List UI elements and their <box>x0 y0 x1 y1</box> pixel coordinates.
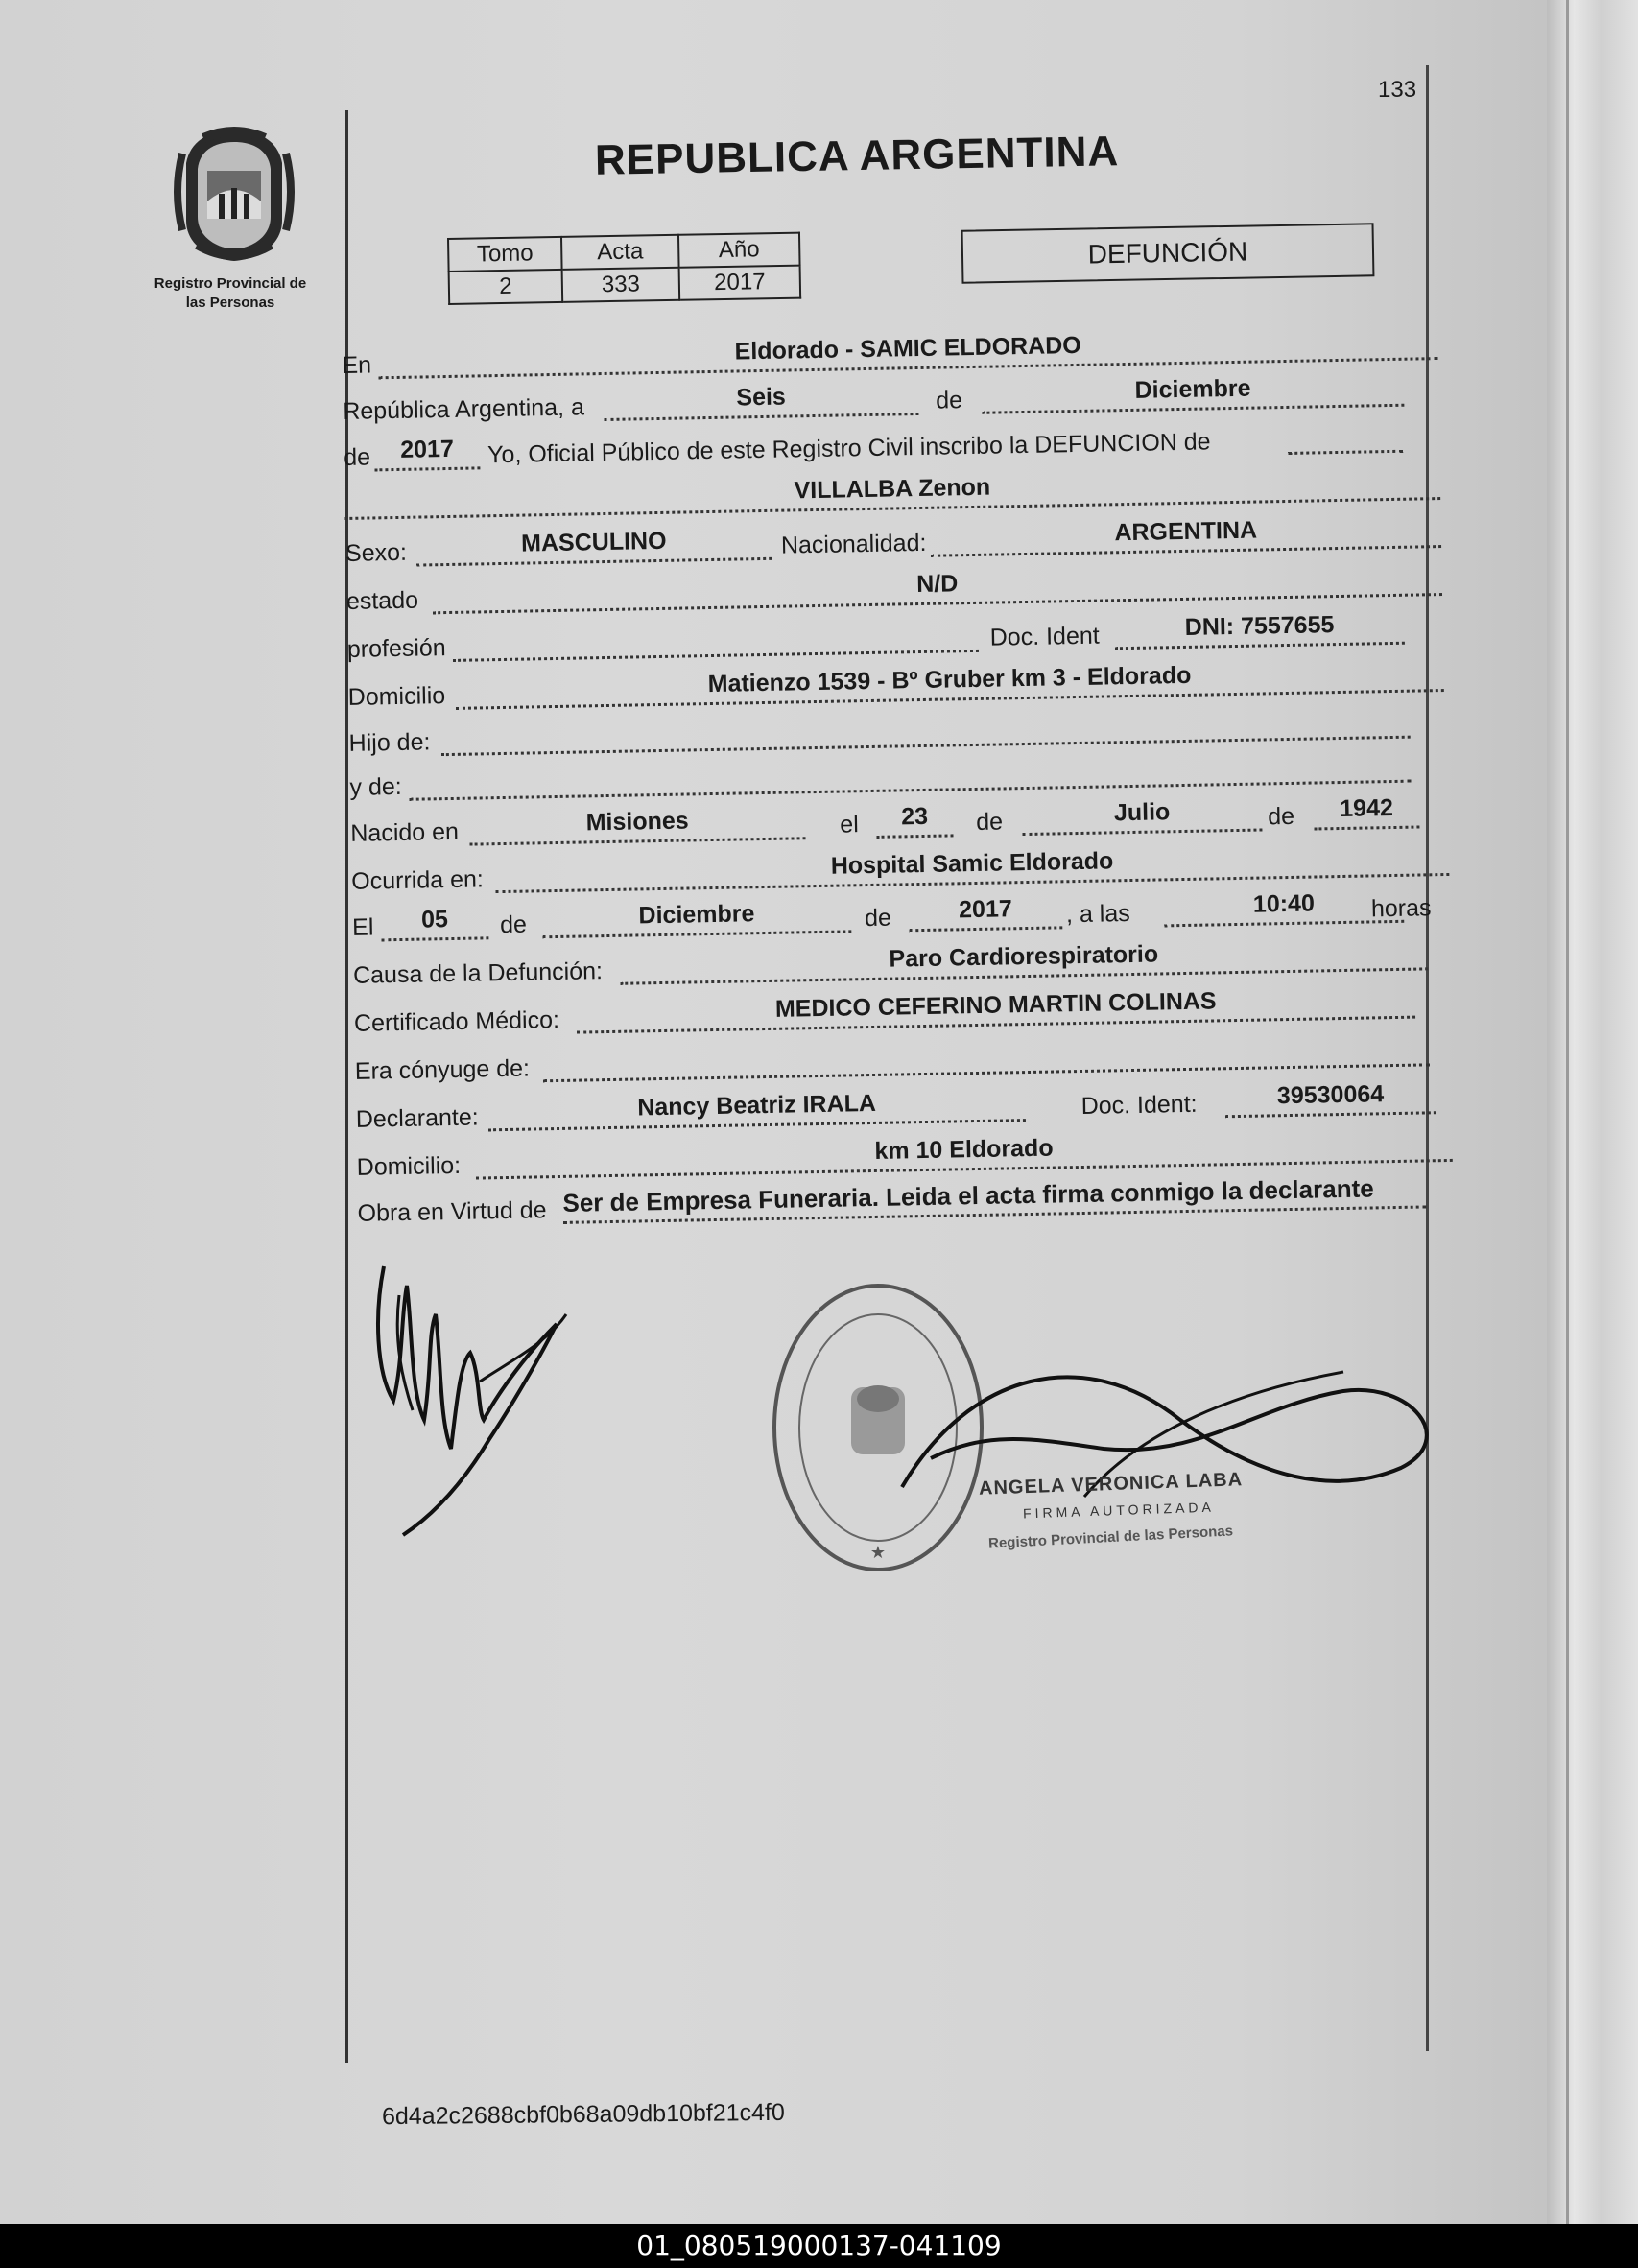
label-declarante: Declarante: <box>355 1103 479 1133</box>
label-decl-doc: Doc. Ident: <box>1080 1090 1198 1121</box>
label-doc-ident: Doc. Ident <box>989 622 1100 651</box>
label-de: de <box>935 387 963 414</box>
field-deceased-name: VILLALBA Zenon <box>344 464 1440 520</box>
document-hash: 6d4a2c2688cbf0b68a09db10bf21c4f0 <box>381 2098 785 2131</box>
field-domicilio: Matienzo 1539 - Bº Gruber km 3 - Eldorado <box>455 656 1444 710</box>
label-oficial: Yo, Oficial Público de este Registro Civil inscribo la DEFUNCION de <box>487 428 1211 469</box>
label-en: En <box>342 351 372 379</box>
table-header-tomo: Tomo <box>448 237 562 272</box>
label-hijo: Hijo de: <box>348 728 431 757</box>
field-year: 2017 <box>374 434 481 471</box>
label-horas: horas <box>1370 894 1432 923</box>
field-certificado: MEDICO CEFERINO MARTIN COLINAS <box>577 983 1416 1034</box>
field-place: Eldorado - SAMIC ELDORADO <box>378 324 1437 379</box>
label-de-death: de <box>499 910 528 939</box>
field-oficial-blank <box>1288 417 1404 455</box>
label-domicilio2: Domicilio: <box>356 1151 462 1181</box>
field-death-year: 2017 <box>909 893 1063 932</box>
field-birth-place: Misiones <box>469 804 806 845</box>
stamp-office: Registro Provincial de las Personas <box>987 1523 1234 1552</box>
field-estado: N/D <box>433 560 1443 614</box>
label-de-year: de <box>343 443 371 471</box>
label-de-death-year: de <box>864 904 892 933</box>
label-estado: estado <box>345 586 419 615</box>
field-day-words: Seis <box>604 380 919 421</box>
field-causa: Paro Cardiorespiratorio <box>620 934 1429 984</box>
field-birth-year: 1942 <box>1314 793 1420 831</box>
field-ocurrida: Hospital Samic Eldorado <box>495 840 1450 893</box>
field-birth-month: Julio <box>1022 796 1263 837</box>
page-crease <box>1566 0 1569 2224</box>
label-de-birth: de <box>975 808 1004 836</box>
field-doc-ident: DNI: 7557655 <box>1114 609 1405 650</box>
field-birth-day: 23 <box>876 801 954 838</box>
label-nacionalidad: Nacionalidad: <box>780 529 927 559</box>
label-domicilio: Domicilio <box>347 682 446 711</box>
footer-bar <box>0 2224 1638 2268</box>
field-death-month: Diciembre <box>542 897 852 938</box>
document-title: REPUBLICA ARGENTINA <box>594 128 1120 184</box>
stamp-name: ANGELA VERONICA LABA <box>978 1469 1244 1500</box>
field-month: Diciembre <box>982 371 1405 414</box>
label-sexo: Sexo: <box>344 538 408 567</box>
footer-file-id: 01_080519000137-041109 <box>636 2230 1002 2261</box>
province-emblem-icon <box>169 125 299 265</box>
svg-text:★: ★ <box>869 1543 887 1563</box>
label-yde: y de: <box>349 772 402 801</box>
label-ocurrida: Ocurrida en: <box>351 865 485 895</box>
registry-line-1: Registro Provincial de <box>154 275 307 292</box>
declarant-signature <box>365 1257 576 1545</box>
label-a-las: , a las <box>1065 900 1130 929</box>
page-number: 133 <box>1378 77 1417 103</box>
field-declarante: Nancy Beatriz IRALA <box>487 1086 1026 1131</box>
label-causa: Causa de la Defunción: <box>352 957 604 989</box>
field-death-time: 10:40 <box>1164 887 1405 928</box>
table-header-acta: Acta <box>561 235 679 270</box>
field-sexo: MASCULINO <box>416 525 772 567</box>
table-value-acta: 333 <box>562 268 680 302</box>
tomo-acta-ano-table <box>447 232 801 305</box>
label-certificado: Certificado Médico: <box>353 1005 560 1037</box>
field-death-day: 05 <box>381 904 489 941</box>
field-obra: Ser de Empresa Funeraria. Leida el acta firma conmigo la declarante <box>562 1172 1427 1223</box>
label-el: el <box>840 811 860 839</box>
label-profesion: profesión <box>346 634 446 663</box>
stamp-role: FIRMA AUTORIZADA <box>1022 1499 1216 1522</box>
registry-name <box>134 274 326 313</box>
table-value-tomo: 2 <box>449 270 563 304</box>
label-conyuge: Era cónyuge de: <box>354 1054 531 1085</box>
table-value-ano: 2017 <box>679 266 801 300</box>
label-de-birth-year: de <box>1267 802 1295 831</box>
registry-line-2: las Personas <box>185 295 275 311</box>
label-nacido: Nacido en <box>350 817 460 847</box>
label-el-death: El <box>351 913 374 941</box>
table-header-ano: Año <box>678 233 800 268</box>
field-nacionalidad: ARGENTINA <box>931 512 1442 557</box>
field-domicilio2: km 10 Eldorado <box>475 1126 1453 1180</box>
label-obra: Obra en Virtud de <box>357 1196 547 1227</box>
record-type-box: DEFUNCIÓN <box>961 223 1375 283</box>
page-edge <box>1547 0 1638 2224</box>
field-profesion <box>452 617 979 662</box>
label-republica: República Argentina, a <box>343 393 585 425</box>
table-value-row <box>449 266 801 304</box>
field-decl-doc: 39530064 <box>1224 1078 1436 1118</box>
